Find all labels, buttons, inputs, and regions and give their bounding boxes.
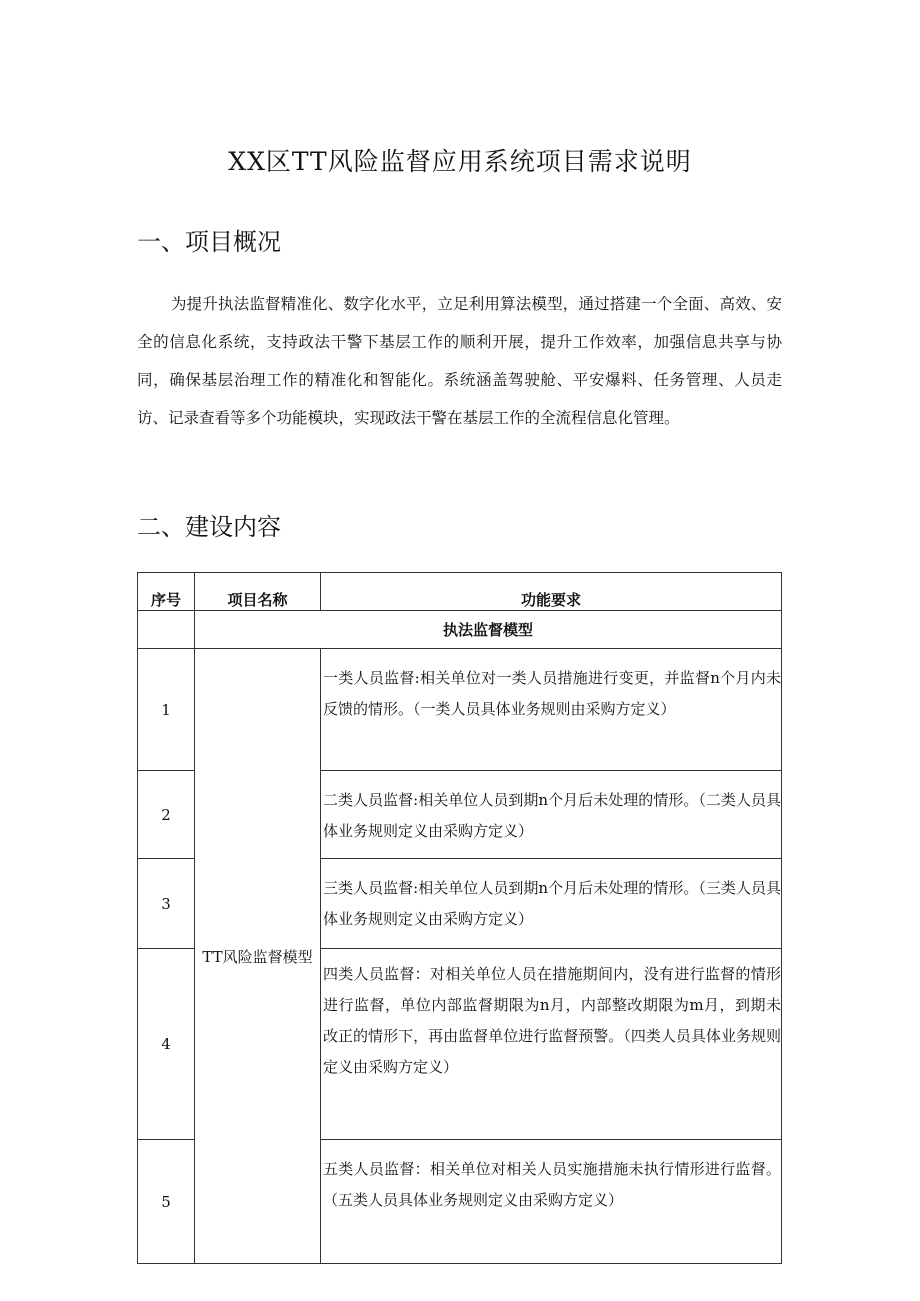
- row-requirement: 一类人员监督:相关单位对一类人员措施进行变更，并监督n个月内未反馈的情形。（一类人员具体业务规则由采购方定义）: [321, 649, 782, 771]
- row-requirement: 五类人员监督：相关单位对相关人员实施措施未执行情形进行监督。（五类人员具体业务规则定义由采购方定义）: [321, 1140, 782, 1264]
- row-number: 2: [138, 771, 195, 859]
- category-row: [138, 611, 782, 649]
- category-empty-cell: [138, 611, 195, 649]
- row-requirement: 三类人员监督:相关单位人员到期n个月后未处理的情形。（三类人员具体业务规则定义由采购方定义）: [321, 859, 782, 949]
- row-number: 5: [138, 1140, 195, 1264]
- row-requirement: 四类人员监督：对相关单位人员在措施期间内，没有进行监督的情形进行监督，单位内部监督期限为n月，内部整改期限为m月，到期未改正的情形下，再由监督单位进行监督预警。（四类人员具体业务规则定义由采购方定义）: [321, 949, 782, 1140]
- document-title: XX区TT风险监督应用系统项目需求说明: [228, 147, 692, 176]
- overview-paragraph: 为提升执法监督精准化、数字化水平，立足利用算法模型，通过搭建一个全面、高效、安全的信息化系统，支持政法干警下基层工作的顺利开展，提升工作效率，加强信息共享与协同，确保基层治理工作的精准化和智能化。系统涵盖驾驶舱、平安爆料、任务管理、人员走访、记录查看等多个功能模块，实现政法干警在基层工作的全流程信息化管理。: [137, 295, 782, 427]
- table-header-row: [138, 573, 782, 611]
- section-heading-construction: 二、建设内容: [137, 513, 281, 541]
- header-index: 序号: [138, 573, 195, 611]
- header-function-requirement: 功能要求: [321, 573, 782, 611]
- table-row: [138, 649, 782, 771]
- category-label: 执法监督模型: [195, 611, 782, 649]
- requirements-table: [137, 572, 782, 1264]
- header-project-name: 项目名称: [195, 573, 321, 611]
- row-number: 1: [138, 649, 195, 771]
- row-requirement: 二类人员监督:相关单位人员到期n个月后未处理的情形。（二类人员具体业务规则定义由采购方定义）: [321, 771, 782, 859]
- row-number: 3: [138, 859, 195, 949]
- model-name-cell: TT风险监督模型: [195, 649, 321, 1264]
- section-heading-overview: 一、项目概况: [137, 228, 281, 256]
- row-number: 4: [138, 949, 195, 1140]
